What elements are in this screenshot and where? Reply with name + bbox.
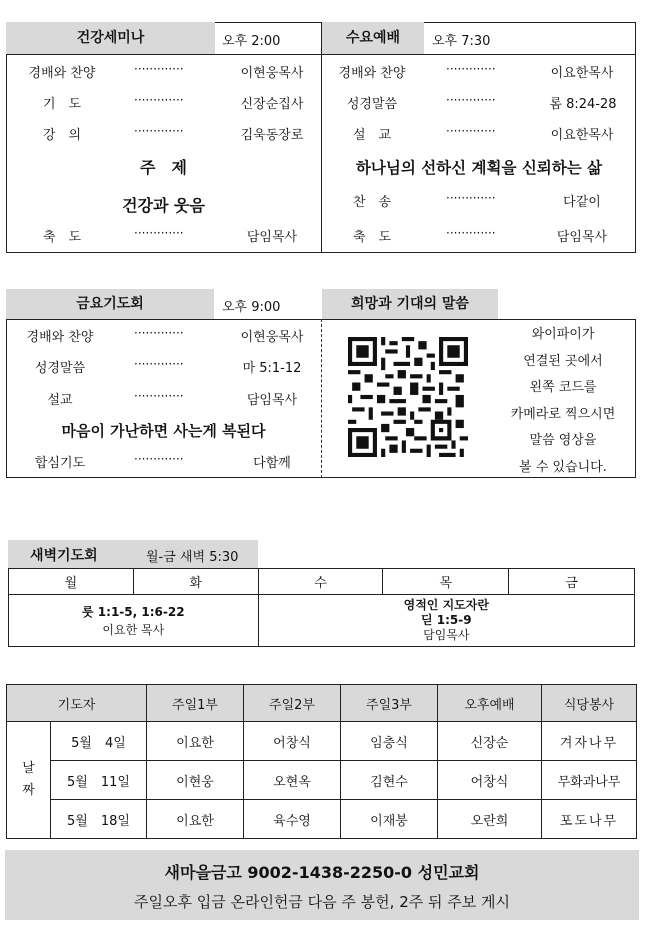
dawn-prayer-title: 새벽기도회: [30, 548, 98, 564]
friday-program: 경배와 찬양 ············· 이현웅목사 성경말씀 ············· 마 5:1-12 설교 ············· 담임목사 마음이 가난하면 사는게 복된다 합심기도 ············· 다함께: [6, 319, 321, 478]
roster-date-label: 날 짜: [7, 722, 51, 839]
day-wednesday: 수: [258, 569, 383, 595]
day-monday: 월: [9, 569, 134, 595]
health-program: [6, 54, 321, 253]
bank-account: 새마을금고 9002-1438-2250-0 성민교회: [164, 863, 480, 882]
day-thursday: 목: [383, 569, 509, 595]
health-seminar-title: 건강세미나: [6, 22, 215, 54]
friday-sermon-title: 마음이 가난하면 사는게 복된다: [61, 422, 266, 440]
table-row: 5월 11일 이현웅 오현옥 김현수 어창식 무화과나무: [7, 761, 637, 800]
program-row: 기 도 ············· 신장순집사: [42, 93, 304, 112]
friday-prayer-time: 오후 9:00: [222, 300, 281, 315]
dawn-left-speaker: 이요한 목사: [102, 622, 165, 637]
program-row: 경배와 찬양 ············· 이현웅목사: [28, 62, 304, 81]
roster-header: 오후예배: [438, 685, 542, 722]
health-theme: 건강과 웃음: [122, 196, 205, 215]
dawn-schedule-table: [8, 568, 635, 647]
wed-sermon-title: 하나님의 선하신 계획을 신뢰하는 삶: [355, 159, 603, 177]
dawn-right-cell: [258, 595, 634, 647]
table-row: 날 짜 5월 4일 이요한 어창식 임충식 신장순 겨자나무: [7, 722, 637, 761]
table-row: 5월 18일 이요한 육수영 이재붕 오란희 포도나무: [7, 800, 637, 839]
roster-header: 주일2부: [244, 685, 341, 722]
wed-service-title: 수요예배: [322, 22, 424, 54]
day-tuesday: 화: [133, 569, 258, 595]
offering-note: 주일오후 입금 온라인헌금 다음 주 봉헌, 2주 뒤 주보 게시: [133, 893, 510, 911]
offering-footer: [5, 850, 639, 920]
roster-header: 기도자: [7, 685, 147, 722]
prayer-roster-table: [6, 684, 637, 839]
dawn-right-title: 영적인 지도자란: [403, 598, 489, 612]
wed-program: 경배와 찬양 ············· 이요한목사 성경말씀 ············· 롬 8:24-28 설 교 ············· 이요한목사 하나님의 선하신 계획을 신뢰하는 삶 찬 송 ············· 다같이 축 도 ············· 담임목사: [322, 54, 636, 253]
health-theme-label: 주 제: [140, 158, 187, 177]
health-seminar-time: 오후 2:00: [222, 34, 281, 49]
qr-code-icon[interactable]: [348, 337, 468, 457]
dawn-left-cell: [9, 595, 259, 647]
dawn-right-speaker: 담임목사: [423, 628, 470, 642]
dawn-left-passage: 룻 1:1-5, 1:6-22: [82, 604, 185, 619]
hope-instructions: 와이파이가 연결된 곳에서 왼쪽 코드를 카메라로 찍으시면 말씀 영상을 볼 수 있습니다.: [510, 327, 616, 475]
roster-header: 주일1부: [147, 685, 244, 722]
day-friday: 금: [509, 569, 635, 595]
hope-word-title: 희망과 기대의 말씀: [322, 289, 498, 319]
program-row: 강 의 ············· 김욱동장로: [42, 124, 304, 143]
dawn-prayer-time: 월-금 새벽 5:30: [146, 550, 239, 565]
roster-header: 주일3부: [341, 685, 438, 722]
roster-header: 식당봉사: [542, 685, 637, 722]
dawn-right-passage: 딛 1:5-9: [420, 613, 472, 627]
friday-prayer-title: 금요기도회: [6, 289, 214, 319]
program-row: 축 도 ············· 담임목사: [42, 226, 298, 245]
wed-service-time: 오후 7:30: [432, 34, 491, 49]
middle-dashed-divider: [321, 319, 322, 478]
